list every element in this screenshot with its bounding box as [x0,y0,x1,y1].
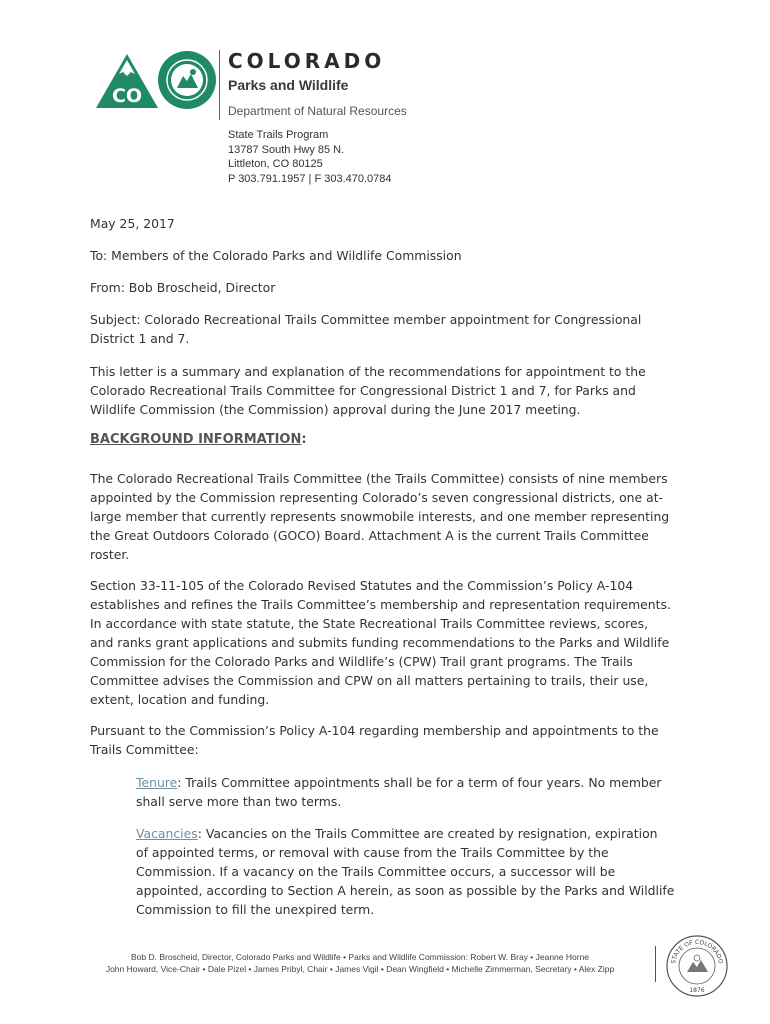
page-footer [80,951,640,975]
letter-date: May 25, 2017 [90,216,175,231]
text-line: large member that currently represents snowmobile interests, and one member representing [90,509,670,524]
text-line: Wildlife Commission (the Commission) approval during the June 2017 meeting. [90,402,581,417]
text-line: Commission. If a vacancy on the Trails Committee occurs, a successor will be [136,864,616,879]
letter-to: To: Members of the Colorado Parks and Wildlife Commission [90,248,462,263]
address-line: 13787 South Hwy 85 N. [228,143,345,156]
text-line: In accordance with state statute, the State Recreational Trails Committee reviews, scores, [90,616,649,631]
letter-from: From: Bob Broscheid, Director [90,280,276,295]
text-line: establishes and refines the Trails Committee’s membership and representation requirements. [90,597,671,612]
brand-title: COLORADO [228,49,386,73]
subject-line: Subject: Colorado Recreational Trails Committee member appointment for Congressional [90,312,642,327]
text-line: Pursuant to the Commission’s Policy A-104 regarding membership and appointments to the [90,723,659,738]
heading-colon: : [301,432,307,447]
svg-text:STATE OF COLORADO: STATE OF COLORADO [670,938,724,965]
text-line [136,773,681,792]
text-line: Committee advises the Commission and CPW on all matters pertaining to trails, their use, [90,673,649,688]
background-paragraph-1 [90,469,680,564]
brand-subtitle: Parks and Wildlife [228,77,349,93]
background-paragraph-2 [90,576,680,709]
text-line: shall serve more than two terms. [136,794,342,809]
subject-line: District 1 and 7. [90,331,190,346]
state-of-colorado-seal-icon [665,934,729,998]
footer-line: John Howard, Vice-Chair • Dale Pizel • James Pribyl, Chair • James Vigil • Dean Wingfield • Michelle Zimmerman, Secretary • Alex Zipp [105,964,615,974]
text-line: Commission to fill the unexpired term. [136,902,375,917]
text-line: appointed by the Commission representing Colorado’s seven congressional districts, one at- [90,490,664,505]
section-heading [90,432,307,447]
footer-line: Bob D. Broscheid, Director, Colorado Parks and Wildlife • Parks and Wildlife Commission: Robert W. Bray • Jeanne Horne [130,952,590,962]
tenure-term: Tenure [136,775,178,790]
vacancies-clause [136,824,681,919]
svg-text:1876: 1876 [689,987,705,994]
address-line: State Trails Program [228,129,329,141]
text-line: and ranks grant applications and submits funding recommendations to the Parks and Wildlife [90,635,670,650]
text-line: appointed, according to Section A herein, as soon as possible by the Parks and Wildlife [136,883,675,898]
text-line: Colorado Recreational Trails Committee for Congressional District 1 and 7, for Parks and [90,383,636,398]
brand-department: Department of Natural Resources [228,104,407,118]
heading-text: BACKGROUND INFORMATION [90,432,302,447]
co-mountain-logo [95,52,159,110]
letterhead-divider [219,50,220,120]
text-line: Trails Committee: [90,742,199,757]
svg-text:CO: CO [111,85,143,107]
vacancies-term: Vacancies [136,826,198,841]
parks-wildlife-seal-icon [157,50,217,110]
return-address [228,128,392,186]
text-line: Commission for the Colorado Parks and Wildlife’s (CPW) Trail grant programs. The Trails [90,654,633,669]
footer-divider [655,946,656,982]
letter-subject [90,310,680,348]
tenure-clause [136,773,681,811]
letterhead [95,46,695,196]
text-line: Section 33-11-105 of the Colorado Revised Statutes and the Commission’s Policy A-104 [90,578,634,593]
background-paragraph-3 [90,721,680,759]
address-line: Littleton, CO 80125 [228,158,323,170]
text-line: of appointed terms, or removal with cause from the Trails Committee by the [136,845,609,860]
text-line [136,824,681,843]
text-line: roster. [90,547,130,562]
address-line: P 303.791.1957 | F 303.470.0784 [228,172,392,185]
text-line: The Colorado Recreational Trails Committee (the Trails Committee) consists of nine members [90,471,668,486]
intro-paragraph [90,362,680,419]
vacancies-text: : Vacancies on the Trails Committee are created by resignation, expiration [197,826,658,841]
text-line: the Great Outdoors Colorado (GOCO) Board. Attachment A is the current Trails Committee [90,528,649,543]
text-line: extent, location and funding. [90,692,270,707]
tenure-text: : Trails Committee appointments shall be for a term of four years. No member [177,775,662,790]
text-line: This letter is a summary and explanation of the recommendations for appointment to the [90,364,646,379]
